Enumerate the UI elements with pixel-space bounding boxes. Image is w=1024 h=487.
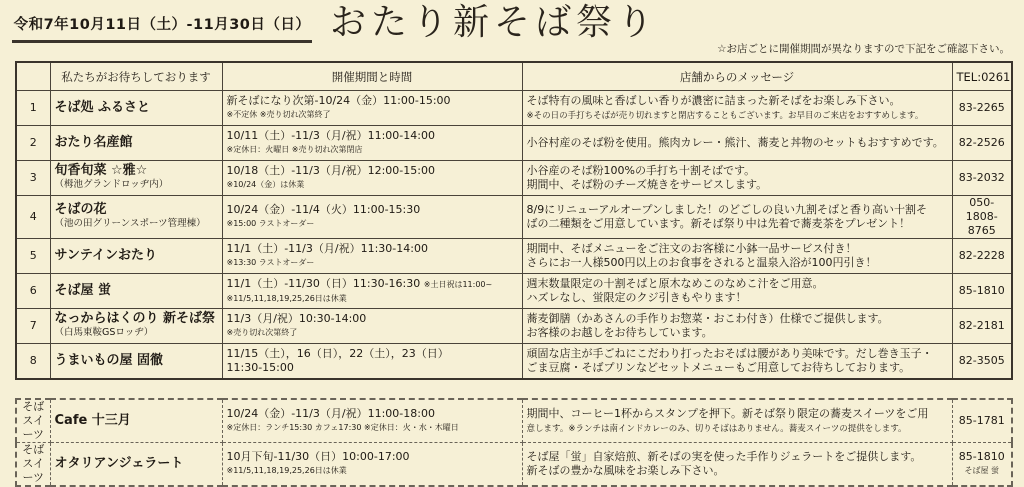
period-note: ※不定休 ※売り切れ次第終了 [226, 110, 331, 119]
table-row [16, 161, 1012, 196]
row-number: 5 [16, 239, 50, 274]
tel-cell: 83-2032 [952, 161, 1012, 196]
period-inline-note: ※土日祝は11:00~ [423, 279, 493, 289]
header-message: 店舗からのメッセージ [522, 62, 952, 91]
message-cell [522, 399, 952, 443]
message-cell [522, 196, 952, 239]
period-cell [222, 399, 522, 443]
period-note: ※売り切れ次第終了 [226, 328, 298, 337]
tel-note: そば屋 蛍 [964, 466, 1000, 475]
period-text: 11/1（土）-11/30（日）11:30-16:30 [226, 276, 421, 290]
period-time: 11:30-15:00 [226, 361, 294, 374]
sweets-tag-line-2: スイーツ [22, 457, 45, 484]
shop-cell [50, 274, 222, 309]
tel-cell: 85-1781 [952, 399, 1012, 443]
message-cell [522, 344, 952, 380]
shop-name: Cafe 十三月 [54, 413, 131, 428]
shop-cell [50, 443, 222, 487]
sweets-tag-line-1: そば [22, 443, 45, 456]
page-title: おたり新そば祭り [330, 2, 659, 43]
period-cell [222, 91, 522, 126]
shop-cell [50, 309, 222, 344]
period-text: 10/24（金）-11/3（月/祝）11:00-18:00 [226, 407, 435, 420]
period-cell [222, 161, 522, 196]
header-num [16, 62, 50, 91]
period-cell [222, 309, 522, 344]
shop-location: （栂池グランドロッヂ内） [54, 179, 169, 190]
period-cell [222, 443, 522, 487]
header-period: 開催期間と時間 [222, 62, 522, 91]
message-line-1: そば特有の風味と香ばしい香りが濃密に詰まった新そばをお楽しみ下さい。 [526, 93, 901, 107]
shop-cell [50, 126, 222, 161]
message-cell [522, 91, 952, 126]
message-line-1: 小谷村産のそば粉を使用。熊肉カレー・熊汁、蕎麦と丼物のセットもおすすめです。 [526, 136, 944, 149]
message-cell [522, 126, 952, 161]
tel-cell: 82-2526 [952, 126, 1012, 161]
shop-cell [50, 239, 222, 274]
period-text: 10/24（金）-11/4（火）11:00-15:30 [226, 203, 421, 216]
shop-name: そば屋 蛍 [54, 283, 112, 298]
shop-name: サンテインおたり [54, 248, 157, 263]
message-cell [522, 309, 952, 344]
tel-cell: 85-1810 [952, 274, 1012, 309]
message-line-2: ばの二種類をご用意しています。新そば祭り中は先着で蕎麦茶をプレゼント！ [526, 217, 911, 230]
shop-name: うまいもの屋 固徹 [54, 353, 164, 368]
row-number: 1 [16, 91, 50, 126]
table-row [16, 274, 1012, 309]
shop-name: 旬香旬菜 ☆雅☆ [54, 163, 148, 178]
tel-cell: 82-2228 [952, 239, 1012, 274]
period-text: 10/11（土）-11/3（月/祝）11:00-14:00 [226, 129, 435, 142]
period-text: 11/3（月/祝）10:30-14:00 [226, 312, 367, 325]
message-line-1: 頑固な店主が手ごねにこだわり打ったおそばは腰があり美味です。だし巻き玉子・ [526, 347, 933, 360]
shop-cell [50, 196, 222, 239]
message-line-2: お客様のお越しをお待ちしています。 [526, 326, 713, 339]
tel-cell: 83-2265 [952, 91, 1012, 126]
sweets-tag-line-2: スイーツ [22, 414, 45, 441]
period-note: ※11/5,11,18,19,25,26日は休業 [226, 293, 347, 303]
period-cell [222, 239, 522, 274]
shop-cell [50, 161, 222, 196]
period-text: 11/15（土），16（日），22（土），23（日） [226, 347, 449, 360]
message-line-2: 新そばの豊かな風味をお楽しみ下さい。 [526, 464, 725, 477]
period-note: ※15:00 ラストオーダー [226, 219, 315, 228]
period-cell [222, 344, 522, 380]
sweets-tag-line-1: そば [22, 400, 45, 413]
shop-name: そばの花 [54, 202, 107, 217]
sweets-row [16, 399, 1012, 443]
tel-cell: 82-3505 [952, 344, 1012, 380]
sweets-row [16, 443, 1012, 487]
message-line-1: 期間中、コーヒー1杯からスタンプを押下。新そば祭り限定の蕎麦スイーツをご用 [526, 406, 929, 420]
row-number: 6 [16, 274, 50, 309]
shop-name: おたり名産館 [54, 135, 133, 150]
table-header-row [16, 62, 1012, 91]
message-line-2: 意します。※ランチは南インドカレーのみ、切りそばはありません。蕎麦スイーツの提供をします。 [526, 423, 907, 434]
shop-name: オタリアンジェラート [54, 456, 184, 471]
period-note: ※10/24（金）は休業 [226, 180, 305, 189]
table-row [16, 91, 1012, 126]
message-line-1: 期間中、そばメニューをご注文のお客様に小鉢一品サービス付き！ [526, 242, 857, 255]
message-line-2: ごま豆腐・そばプリンなどセットメニューもご用意してお待ちしております。 [526, 361, 911, 374]
period-note: ※定休日：ランチ15:30 カフェ17:30 ※定休日：火・水・木曜日 [226, 423, 459, 432]
shop-cell [50, 399, 222, 443]
sweets-table [15, 398, 1013, 487]
row-number: 3 [16, 161, 50, 196]
message-line-1: そば屋「蛍」自家焙煎、新そばの実を使った手作りジェラートをご提供します。 [526, 450, 922, 463]
shop-location: （白馬東鞍GSロッヂ） [54, 327, 154, 338]
message-line-2: ハズレなし、蛍限定のクジ引きもやります！ [526, 291, 747, 304]
sweets-tag [16, 443, 50, 487]
message-cell [522, 274, 952, 309]
message-line-1: 週末数量限定の十割そばと原木なめこのなめこ汁をご用意。 [526, 277, 824, 290]
table-row [16, 309, 1012, 344]
shop-name: そば処 ふるさと [54, 100, 151, 115]
message-cell [522, 443, 952, 487]
row-number: 4 [16, 196, 50, 239]
period-note: ※13:30 ラストオーダー [226, 258, 315, 267]
tel-cell: 82-2181 [952, 309, 1012, 344]
row-number: 2 [16, 126, 50, 161]
festival-period: 令和7年10月11日（土）-11月30日（日） [12, 6, 312, 43]
shop-cell [50, 91, 222, 126]
period-cell [222, 126, 522, 161]
period-note: ※定休日：火曜日 ※売り切れ次第閉店 [226, 145, 363, 154]
header-shop: 私たちがお待ちしております [50, 62, 222, 91]
period-text: 10月下旬-11/30（日）10:00-17:00 [226, 450, 410, 463]
header-tel: TEL:0261 [952, 62, 1012, 91]
row-number: 8 [16, 344, 50, 380]
message-line-2: 期間中、そば粉のチーズ焼きをサービスします。 [526, 178, 768, 191]
period-text: 10/18（土）-11/3（月/祝）12:00-15:00 [226, 164, 435, 177]
message-line-2: さらにお一人様500円以上のお食事をされると温泉入浴が100円引き！ [526, 256, 877, 269]
message-line-1: 8/9にリニューアルオープンしました！のどごしの良い九割そばと香り高い十割そ [526, 203, 928, 216]
tel-cell [952, 443, 1012, 487]
table-row [16, 196, 1012, 239]
notice-text: ☆お店ごとに開催期間が異なりますので下記をご確認下さい。 [717, 43, 1010, 55]
message-line-1: 小谷産のそば粉100%の手打ち十割そばです。 [526, 164, 756, 177]
period-text: 11/1（土）-11/3（月/祝）11:30-14:00 [226, 242, 428, 255]
message-cell [522, 161, 952, 196]
period-wrap [227, 277, 518, 292]
table-row [16, 344, 1012, 380]
table-row [16, 239, 1012, 274]
shop-cell [50, 344, 222, 380]
shop-table [15, 61, 1013, 380]
message-line-2: ※その日の手打ちそばが売り切れますと閉店することもございます。お早目のご来店をおすすめします。 [526, 110, 924, 121]
tel-number: 85-1810 [958, 450, 1005, 463]
row-number: 7 [16, 309, 50, 344]
message-line-1: 蕎麦御膳（かあさんの手作りお惣菜・おこわ付き）仕様でご提供します。 [526, 312, 889, 325]
shop-name: なっからはくのり 新そば祭 [54, 311, 216, 326]
table-row [16, 126, 1012, 161]
period-cell [222, 196, 522, 239]
message-cell [522, 239, 952, 274]
shop-location: （池の田グリーンスポーツ管理棟） [54, 218, 206, 229]
tel-cell: 050-1808-8765 [952, 196, 1012, 239]
period-note: ※11/5,11,18,19,25,26日は休業 [226, 466, 347, 475]
sweets-tag [16, 399, 50, 443]
period-text: 新そばになり次第-10/24（金）11:00-15:00 [226, 94, 451, 107]
period-cell [222, 274, 522, 309]
